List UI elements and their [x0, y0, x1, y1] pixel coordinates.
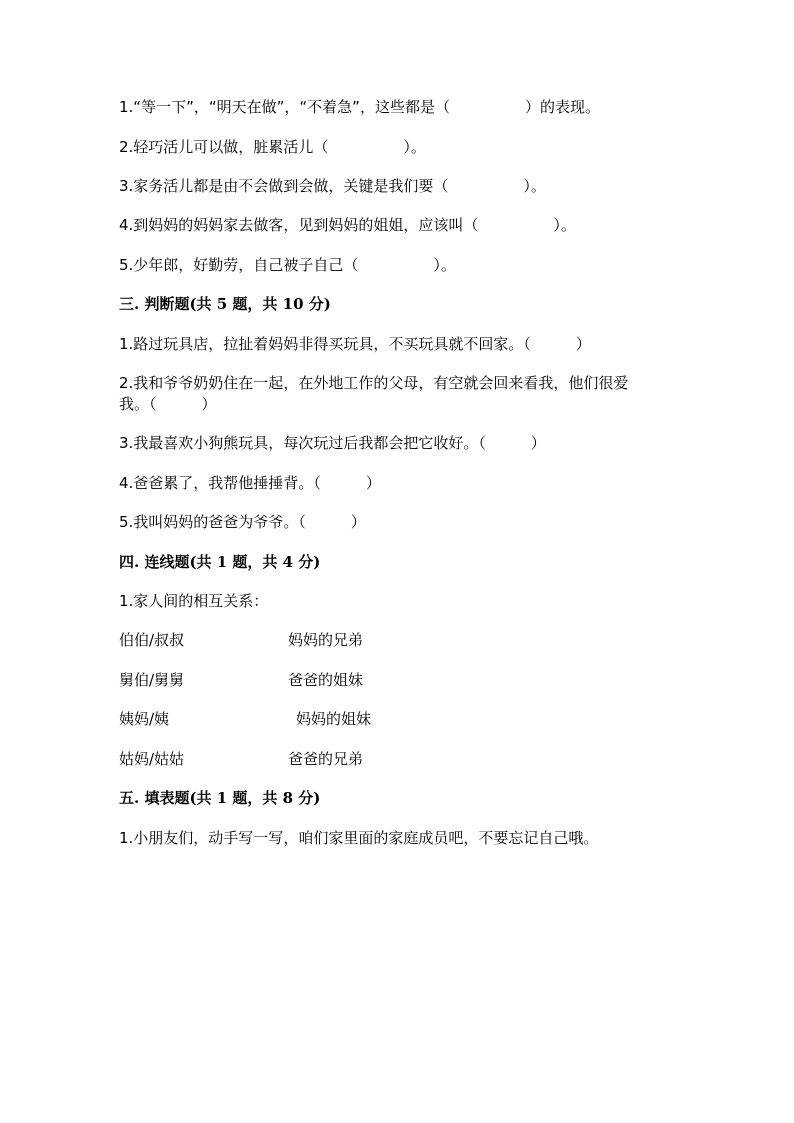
fill-question-2: 2.轻巧活儿可以做，脏累活儿（ ）。 — [119, 138, 426, 156]
judge-question-1: 1.路过玩具店，拉扯着妈妈非得买玩具，不买玩具就不回家。（ ） — [119, 335, 591, 353]
judge-question-4: 4.爸爸累了，我帮他捶捶背。（ ） — [119, 474, 381, 492]
match-right-item-2: 爸爸的姐妹 — [288, 671, 364, 689]
match-left-item-3: 姨妈/姨 — [119, 710, 170, 728]
fill-question-4: 4.到妈妈的妈妈家去做客，见到妈妈的姐姐，应该叫（ ）。 — [119, 216, 576, 234]
fill-question-5: 5.少年郎，好勤劳，自己被子自己（ ）。 — [119, 256, 456, 274]
match-left-item-4: 姑妈/姑姑 — [119, 750, 185, 768]
match-question: 1.家人间的相互关系： — [119, 592, 269, 610]
fill-question-1: 1.“等一下”，“明天在做”，“不着急”，这些都是（ ）的表现。 — [119, 98, 600, 116]
section-4-heading: 四. 连线题(共 1 题，共 4 分) — [119, 553, 321, 571]
judge-question-2-line-1: 2.我和爷爷奶奶住在一起，在外地工作的父母，有空就会回来看我，他们很爱 — [119, 374, 629, 392]
match-right-item-4: 爸爸的兄弟 — [288, 750, 364, 768]
match-right-item-3: 妈妈的姐妹 — [296, 710, 372, 728]
fill-question-3: 3.家务活儿都是由不会做到会做，关键是我们要（ ）。 — [119, 177, 546, 195]
table-question: 1.小朋友们，动手写一写，咱们家里面的家庭成员吧，不要忘记自己哦。 — [119, 829, 599, 847]
judge-question-3: 3.我最喜欢小狗熊玩具，每次玩过后我都会把它收好。（ ） — [119, 434, 546, 452]
match-left-item-2: 舅伯/舅舅 — [119, 671, 185, 689]
section-3-heading: 三. 判断题(共 5 题，共 10 分) — [119, 295, 331, 313]
match-right-item-1: 妈妈的兄弟 — [288, 631, 364, 649]
judge-question-5: 5.我叫妈妈的爸爸为爷爷。（ ） — [119, 513, 366, 531]
match-left-item-1: 伯伯/叔叔 — [119, 631, 185, 649]
section-5-heading: 五. 填表题(共 1 题，共 8 分) — [119, 789, 321, 807]
judge-question-2-line-2: 我。（ ） — [119, 395, 217, 413]
